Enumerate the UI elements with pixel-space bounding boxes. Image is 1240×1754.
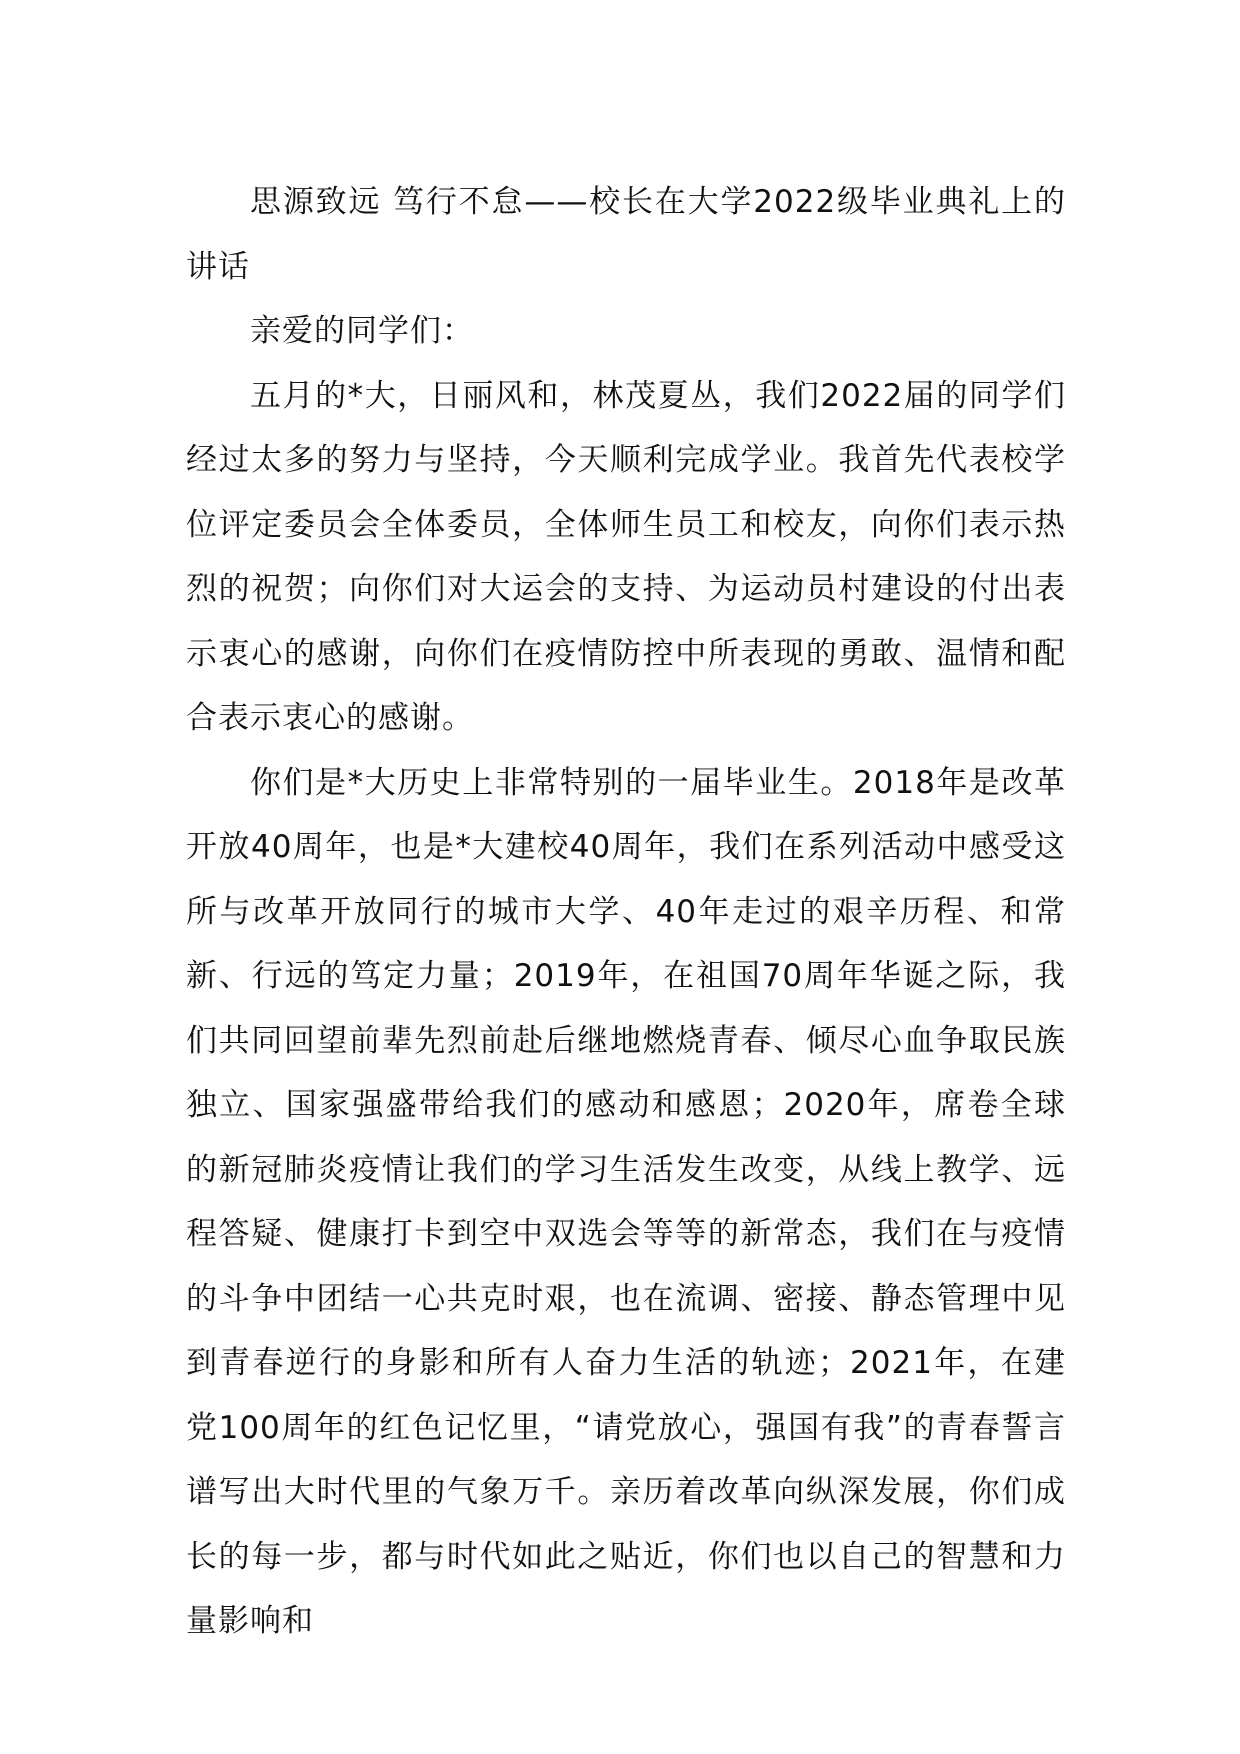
body-paragraph-2: 你们是*大历史上非常特别的一届毕业生。2018年是改革开放40周年，也是*大建校40周年，我们在系列活动中感受这所与改革开放同行的城市大学、40年走过的艰辛历程、和常新、行远的笃定力量；2019年，在祖国70周年华诞之际，我们共同回望前辈先烈前赴后继地燃烧青春、倾尽心血争取民族独立、国家强盛带给我们的感动和感恩；2020年，席卷全球的新冠肺炎疫情让我们的学习生活发生改变，从线上教学、远程答疑、健康打卡到空中双选会等等的新常态，我们在与疫情的斗争中团结一心共克时艰，也在流调、密接、静态管理中见到青春逆行的身影和所有人奋力生活的轨迹；2021年，在建党100周年的红色记忆里，“请党放心，强国有我”的青春誓言谱写出大时代里的气象万千。亲历着改革向纵深发展，你们成长的每一步，都与时代如此之贴近，你们也以自己的智慧和力量影响和 (186, 764, 1066, 1639)
document-title: 思源致远 笃行不怠——校长在大学2022级毕业典礼上的讲话 (186, 184, 1066, 285)
body-paragraph-1: 五月的*大，日丽风和，林茂夏丛，我们2022届的同学们经过太多的努力与坚持，今天顺利完成学业。我首先代表校学位评定委员会全体委员，全体师生员工和校友，向你们表示热烈的祝贺；向你们对大运会的支持、为运动员村建设的付出表示衷心的感谢，向你们在疫情防控中所表现的勇敢、温情和配合表示衷心的感谢。 (186, 377, 1066, 736)
greeting: 亲爱的同学们： (250, 313, 474, 349)
document-page (186, 170, 1066, 1654)
